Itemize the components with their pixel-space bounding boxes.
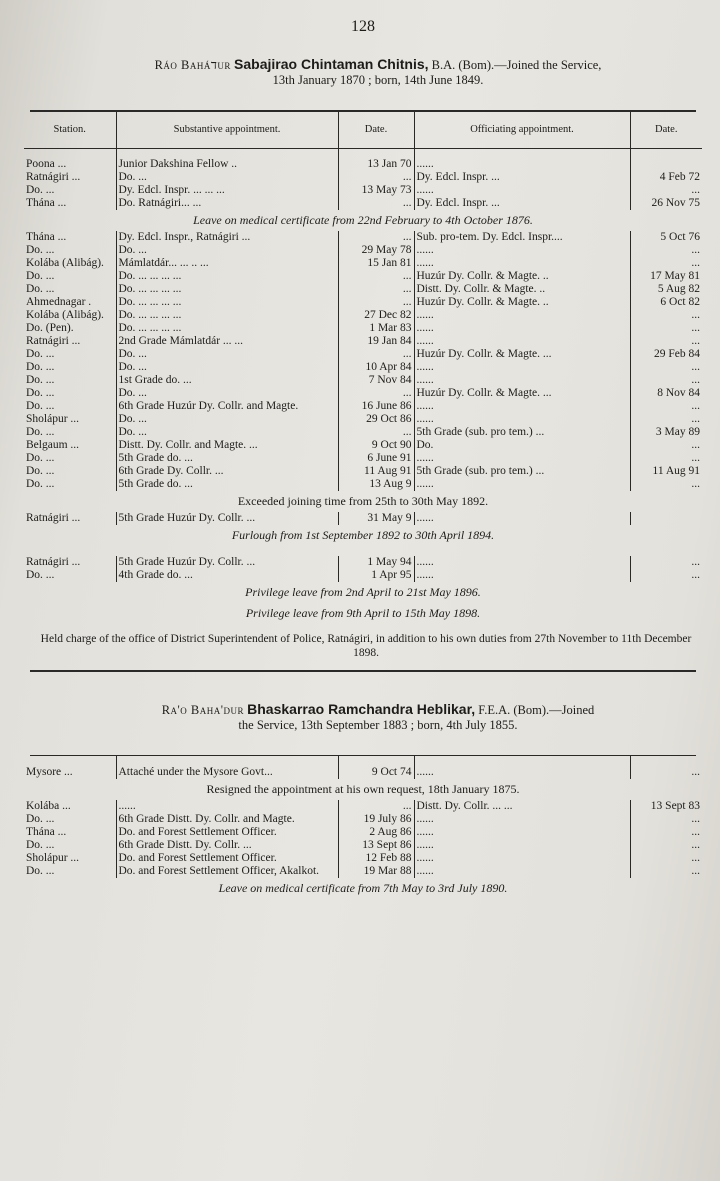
- substantive-cell: Do. ...: [116, 387, 338, 400]
- officiating-cell: ......: [414, 452, 630, 465]
- header-officiating: Officiating appointment.: [414, 112, 630, 148]
- station-cell: Ratnágiri ...: [26, 512, 81, 524]
- substantive-cell: Distt. Dy. Collr. and Magte. ...: [116, 439, 338, 452]
- officiating-date-cell: ...: [630, 865, 702, 878]
- officiating-date-cell: 6 Oct 82: [630, 296, 702, 309]
- substantive-cell: Do. ...: [116, 171, 338, 184]
- officiating-cell: ......: [414, 257, 630, 270]
- leave-note-1: Leave on medical certificate from 22nd February to 4th October 1876.: [193, 213, 533, 227]
- officiating-date-cell: ...: [630, 361, 702, 374]
- table-row: [24, 426, 702, 439]
- table-row: [24, 197, 702, 210]
- rows-group-3: [24, 512, 702, 525]
- date-cell: ...: [338, 296, 414, 309]
- officiating-cell: Dy. Edcl. Inspr. ...: [414, 171, 630, 184]
- table-row: [24, 826, 702, 839]
- furlough-note: Furlough from 1st September 1892 to 30th April 1894.: [231, 528, 495, 542]
- table-row: [24, 257, 702, 270]
- officiating-cell: ......: [414, 839, 630, 852]
- header-substantive: Substantive appointment.: [116, 112, 338, 148]
- officiating-cell: Huzúr Dy. Collr. & Magte. ..: [414, 270, 630, 283]
- table-row: [24, 478, 702, 491]
- table-header-row: [24, 112, 702, 148]
- date-cell: ...: [338, 387, 414, 400]
- date-cell: ...: [338, 231, 414, 244]
- table-row: [24, 231, 702, 244]
- station-cell: Sholápur ...: [26, 852, 80, 864]
- substantive-cell: Do. and Forest Settlement Officer.: [116, 826, 338, 839]
- date-cell: 19 Mar 88: [338, 865, 414, 878]
- date-cell: 13 Jan 70: [338, 158, 414, 171]
- officiating-cell: ......: [414, 865, 630, 878]
- table-row: [24, 171, 702, 184]
- date-cell: 13 Sept 86: [338, 839, 414, 852]
- date-cell: 9 Oct 74: [338, 766, 414, 779]
- officiating-cell: ......: [414, 400, 630, 413]
- officiating-cell: ......: [414, 158, 630, 171]
- officiating-date-cell: 5 Aug 82: [630, 283, 702, 296]
- date-cell: ...: [338, 270, 414, 283]
- date-cell: 19 Jan 84: [338, 335, 414, 348]
- substantive-cell: Dy. Edcl. Inspr., Ratnágiri ...: [116, 231, 338, 244]
- officiating-date-cell: ...: [630, 452, 702, 465]
- substantive-cell: Do. ... ... ... ...: [116, 270, 338, 283]
- date-cell: 19 July 86: [338, 813, 414, 826]
- officiating-date-cell: 13 Sept 83: [630, 800, 702, 813]
- officiating-cell: ......: [414, 766, 630, 779]
- officiating-date-cell: ...: [630, 556, 702, 569]
- table-row: [24, 439, 702, 452]
- officiating-cell: Distt. Dy. Collr. & Magte. ..: [414, 283, 630, 296]
- page-number: 128: [351, 18, 375, 35]
- station-cell: Ratnágiri ...: [26, 556, 81, 568]
- officiating-date-cell: ...: [630, 244, 702, 257]
- substantive-cell: 6th Grade Distt. Dy. Collr. and Magte.: [116, 813, 338, 826]
- officiating-date-cell: ...: [630, 400, 702, 413]
- date-cell: 13 May 73: [338, 184, 414, 197]
- officiating-cell: ......: [414, 361, 630, 374]
- substantive-cell: 4th Grade do. ...: [116, 569, 338, 582]
- officer-heading-chitnis: [64, 57, 692, 88]
- officer-title-prefix: Ráo Baháדur: [154, 58, 231, 72]
- officiating-cell: ......: [414, 184, 630, 197]
- substantive-cell: Do. ... ... ... ...: [116, 296, 338, 309]
- station-cell: Do. ...: [26, 452, 55, 464]
- station-cell: Ratnágiri ...: [26, 171, 81, 183]
- officer-qualification: F.E.A. (Bom).—Joined: [475, 703, 595, 717]
- officiating-date-cell: [630, 512, 702, 525]
- officer-qualification: B.A. (Bom).—Joined the Service,: [428, 58, 602, 72]
- station-cell: Thána ...: [26, 231, 67, 243]
- station-cell: Do. ...: [26, 184, 55, 196]
- substantive-cell: Mámlatdár... ... .. ...: [116, 257, 338, 270]
- date-cell: 16 June 86: [338, 400, 414, 413]
- date-cell: 2 Aug 86: [338, 826, 414, 839]
- date-cell: ...: [338, 800, 414, 813]
- officiating-cell: ......: [414, 309, 630, 322]
- station-cell: Do. ...: [26, 270, 55, 282]
- officiating-cell: ......: [414, 322, 630, 335]
- substantive-cell: Do. ...: [116, 244, 338, 257]
- date-cell: 12 Feb 88: [338, 852, 414, 865]
- substantive-cell: Do. ... ... ... ...: [116, 322, 338, 335]
- rows-group-4: [24, 556, 702, 582]
- date-cell: ...: [338, 197, 414, 210]
- station-cell: Do. ...: [26, 374, 55, 386]
- table-row: [24, 348, 702, 361]
- date-cell: 1 May 94: [338, 556, 414, 569]
- rows-group-2: [24, 231, 702, 491]
- date-cell: 29 May 78: [338, 244, 414, 257]
- table-row: [24, 184, 702, 197]
- rows-group-5: [24, 766, 702, 779]
- date-cell: 6 June 91: [338, 452, 414, 465]
- station-cell: Do. ...: [26, 865, 55, 877]
- table-row: [24, 158, 702, 171]
- substantive-cell: Do. Ratnágiri... ...: [116, 197, 338, 210]
- officiating-date-cell: ...: [630, 852, 702, 865]
- officiating-date-cell: ...: [630, 257, 702, 270]
- officiating-cell: ......: [414, 569, 630, 582]
- table-row: [24, 400, 702, 413]
- table-row: [24, 839, 702, 852]
- table-row: [24, 852, 702, 865]
- substantive-cell: Do. and Forest Settlement Officer.: [116, 852, 338, 865]
- station-cell: Do. ...: [26, 283, 55, 295]
- officer-name: Sabajirao Chintaman Chitnis,: [234, 56, 429, 72]
- table-row: [24, 335, 702, 348]
- table-row: [24, 244, 702, 257]
- officiating-cell: ......: [414, 244, 630, 257]
- substantive-cell: Do. ... ... ... ...: [116, 283, 338, 296]
- station-cell: Mysore ...: [26, 766, 73, 778]
- rows-group-1a: [24, 158, 702, 210]
- substantive-cell: 1st Grade do. ...: [116, 374, 338, 387]
- station-cell: Do. ...: [26, 813, 55, 825]
- substantive-cell: 5th Grade do. ...: [116, 478, 338, 491]
- officiating-date-cell: 4 Feb 72: [630, 171, 702, 184]
- substantive-cell: Junior Dakshina Fellow ..: [116, 158, 338, 171]
- officiating-cell: ......: [414, 813, 630, 826]
- table-row: [24, 512, 702, 525]
- header-date: Date.: [338, 112, 414, 148]
- station-cell: Do. ...: [26, 400, 55, 412]
- table-row: [24, 296, 702, 309]
- station-cell: Belgaum ...: [26, 439, 80, 451]
- header-date-2: Date.: [630, 112, 702, 148]
- officiating-cell: Huzúr Dy. Collr. & Magte. ...: [414, 387, 630, 400]
- officiating-date-cell: ...: [630, 184, 702, 197]
- substantive-cell: Dy. Edcl. Inspr. ... ... ...: [116, 184, 338, 197]
- officer-heading-heblikar: [64, 702, 692, 733]
- station-cell: Do. ...: [26, 465, 55, 477]
- officiating-date-cell: 17 May 81: [630, 270, 702, 283]
- officiating-cell: Sub. pro-tem. Dy. Edcl. Inspr....: [414, 231, 630, 244]
- table-row: [24, 387, 702, 400]
- table-row: [24, 283, 702, 296]
- table-row: [24, 813, 702, 826]
- officiating-cell: Huzúr Dy. Collr. & Magte. ..: [414, 296, 630, 309]
- substantive-cell: Do. ...: [116, 361, 338, 374]
- date-cell: ...: [338, 426, 414, 439]
- station-cell: Kolába ...: [26, 800, 71, 812]
- substantive-cell: Do. ...: [116, 413, 338, 426]
- privilege-note-2: Privilege leave from 9th April to 15th May 1898.: [245, 606, 481, 620]
- station-cell: Do. ...: [26, 426, 55, 438]
- table-row: [24, 413, 702, 426]
- substantive-cell: 5th Grade Huzúr Dy. Collr. ...: [116, 556, 338, 569]
- substantive-cell: ......: [116, 800, 338, 813]
- date-cell: ...: [338, 348, 414, 361]
- table-row: [24, 452, 702, 465]
- officiating-cell: Distt. Dy. Collr. ... ...: [414, 800, 630, 813]
- substantive-cell: Do. ...: [116, 426, 338, 439]
- exceeded-note: Exceeded joining time from 25th to 30th May 1892.: [237, 494, 489, 508]
- officiating-date-cell: [630, 158, 702, 171]
- officer-service-dates: the Service, 13th September 1883 ; born, 4th July 1855.: [238, 718, 518, 732]
- substantive-cell: 6th Grade Huzúr Dy. Collr. and Magte.: [116, 400, 338, 413]
- officiating-cell: ......: [414, 826, 630, 839]
- substantive-cell: Do. and Forest Settlement Officer, Akalkot.: [116, 865, 338, 878]
- table-row: [24, 800, 702, 813]
- date-cell: ...: [338, 171, 414, 184]
- privilege-note-1: Privilege leave from 2nd April to 21st May 1896.: [245, 585, 481, 599]
- date-cell: 1 Apr 95: [338, 569, 414, 582]
- station-cell: Do. ...: [26, 361, 55, 373]
- officiating-date-cell: ...: [630, 826, 702, 839]
- table-row: [24, 322, 702, 335]
- substantive-cell: Attaché under the Mysore Govt...: [116, 766, 338, 779]
- officiating-cell: 5th Grade (sub. pro tem.) ...: [414, 426, 630, 439]
- station-cell: Kolába (Alibág).: [26, 257, 104, 269]
- substantive-cell: 2nd Grade Mámlatdár ... ...: [116, 335, 338, 348]
- date-cell: 31 May 9: [338, 512, 414, 525]
- officiating-date-cell: ...: [630, 322, 702, 335]
- officiating-date-cell: ...: [630, 374, 702, 387]
- officiating-date-cell: ...: [630, 335, 702, 348]
- officiating-cell: Dy. Edcl. Inspr. ...: [414, 197, 630, 210]
- table-row: [24, 361, 702, 374]
- table-row: [24, 766, 702, 779]
- station-cell: Thána ...: [26, 197, 67, 209]
- officiating-date-cell: ...: [630, 813, 702, 826]
- officiating-date-cell: 8 Nov 84: [630, 387, 702, 400]
- table-row: [24, 569, 702, 582]
- substantive-cell: 5th Grade Huzúr Dy. Collr. ...: [116, 512, 338, 525]
- officiating-date-cell: 5 Oct 76: [630, 231, 702, 244]
- station-cell: Thána ...: [26, 826, 67, 838]
- officiating-date-cell: 29 Feb 84: [630, 348, 702, 361]
- table-row: [24, 865, 702, 878]
- service-table-2: [24, 756, 702, 899]
- station-cell: Do. ...: [26, 569, 55, 581]
- officiating-date-cell: 3 May 89: [630, 426, 702, 439]
- date-cell: 11 Aug 91: [338, 465, 414, 478]
- station-cell: Ahmednagar .: [26, 296, 92, 308]
- officiating-cell: Do.: [414, 439, 630, 452]
- date-cell: 29 Oct 86: [338, 413, 414, 426]
- officiating-date-cell: ...: [630, 839, 702, 852]
- station-cell: Do. ...: [26, 244, 55, 256]
- leave-note-2: Leave on medical certificate from 7th May to 3rd July 1890.: [218, 881, 508, 895]
- station-cell: Do. ...: [26, 478, 55, 490]
- date-cell: 13 Aug 9: [338, 478, 414, 491]
- table-row: [24, 465, 702, 478]
- officiating-cell: ......: [414, 512, 630, 525]
- date-cell: 7 Nov 84: [338, 374, 414, 387]
- officiating-date-cell: 26 Nov 75: [630, 197, 702, 210]
- officiating-date-cell: ...: [630, 439, 702, 452]
- station-cell: Sholápur ...: [26, 413, 80, 425]
- date-cell: 1 Mar 83: [338, 322, 414, 335]
- date-cell: 9 Oct 90: [338, 439, 414, 452]
- officiating-date-cell: ...: [630, 309, 702, 322]
- substantive-cell: Do. ...: [116, 348, 338, 361]
- table-row: [24, 556, 702, 569]
- station-cell: Do. ...: [26, 387, 55, 399]
- station-cell: Do. ...: [26, 348, 55, 360]
- officiating-cell: ......: [414, 478, 630, 491]
- officer-title-prefix: Ra'o Baha'dur: [161, 703, 245, 717]
- substantive-cell: 6th Grade Dy. Collr. ...: [116, 465, 338, 478]
- resigned-note: Resigned the appointment at his own request, 18th January 1875.: [206, 782, 520, 796]
- section-divider: [30, 670, 696, 672]
- date-cell: 15 Jan 81: [338, 257, 414, 270]
- substantive-cell: 5th Grade do. ...: [116, 452, 338, 465]
- officiating-cell: ......: [414, 556, 630, 569]
- officiating-cell: ......: [414, 852, 630, 865]
- officiating-date-cell: 11 Aug 91: [630, 465, 702, 478]
- officiating-cell: 5th Grade (sub. pro tem.) ...: [414, 465, 630, 478]
- officiating-cell: ......: [414, 335, 630, 348]
- station-cell: Kolába (Alibág).: [26, 309, 104, 321]
- station-cell: Poona ...: [26, 158, 67, 170]
- date-cell: 27 Dec 82: [338, 309, 414, 322]
- date-cell: 10 Apr 84: [338, 361, 414, 374]
- table-row: [24, 309, 702, 322]
- station-cell: Do. ...: [26, 839, 55, 851]
- rows-group-6: [24, 800, 702, 878]
- table-row: [24, 374, 702, 387]
- date-cell: ...: [338, 283, 414, 296]
- officer-service-dates: 13th January 1870 ; born, 14th June 1849.: [272, 73, 484, 87]
- rows-group-1: [24, 148, 702, 158]
- officiating-date-cell: ...: [630, 766, 702, 779]
- station-cell: Ratnágiri ...: [26, 335, 81, 347]
- substantive-cell: 6th Grade Distt. Dy. Collr. ...: [116, 839, 338, 852]
- officer-name: Bhaskarrao Ramchandra Heblikar,: [247, 701, 476, 717]
- held-charge-note: Held charge of the office of District Superintendent of Police, Ratnágiri, in addition to his own duties from 27th November to 11th December 1898.: [40, 633, 692, 659]
- officiating-cell: ......: [414, 413, 630, 426]
- officiating-cell: ......: [414, 374, 630, 387]
- service-table-1: [24, 112, 702, 624]
- officiating-date-cell: ...: [630, 413, 702, 426]
- officiating-date-cell: ...: [630, 569, 702, 582]
- table-row: [24, 270, 702, 283]
- header-station: Station.: [24, 112, 116, 148]
- substantive-cell: Do. ... ... ... ...: [116, 309, 338, 322]
- station-cell: Do. (Pen).: [26, 322, 74, 334]
- officiating-date-cell: ...: [630, 478, 702, 491]
- officiating-cell: Huzúr Dy. Collr. & Magte. ...: [414, 348, 630, 361]
